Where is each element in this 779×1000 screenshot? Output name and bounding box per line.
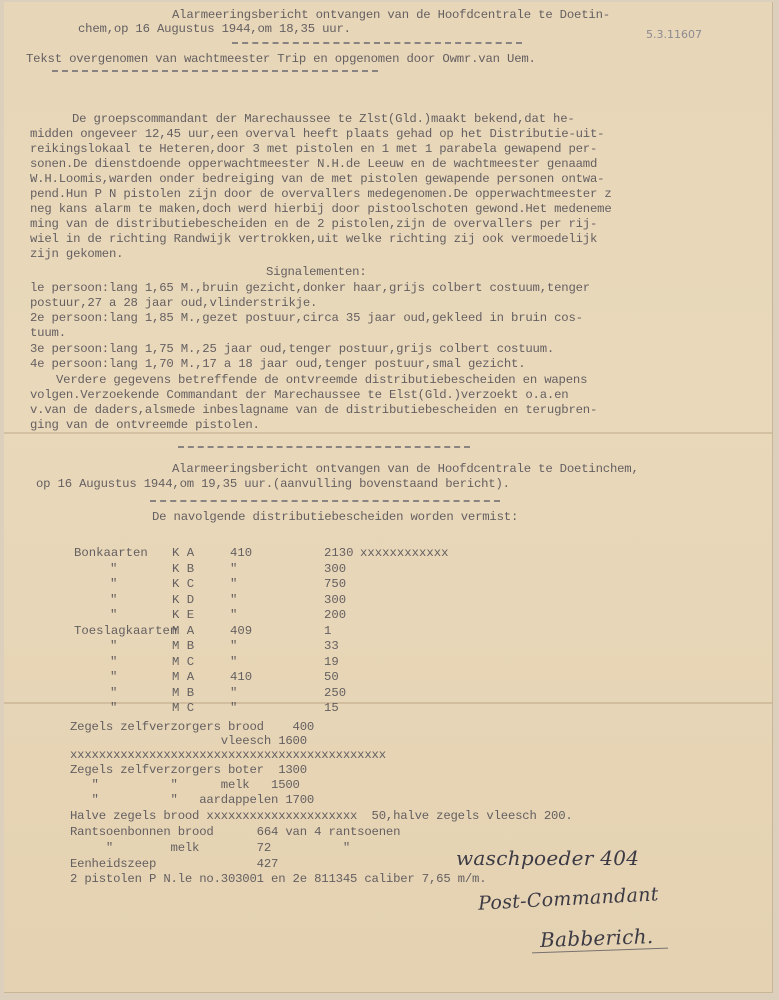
table-cell-qty: 50: [324, 670, 339, 684]
second-header-rule: [150, 500, 500, 502]
table-cell-code: K E: [172, 608, 195, 622]
table-cell-extra: xxxxxxxxxxxx: [360, 546, 449, 560]
table-cell-serie: ": [230, 685, 238, 700]
table-cell-serie: ": [230, 561, 238, 576]
signalementen-title: Signalementen:: [266, 265, 367, 279]
table-cell-code: M C: [172, 654, 195, 669]
zegels-line: vleesch 1600: [70, 734, 307, 748]
table-cell-label: ": [110, 577, 118, 591]
signalement-line: 2e persoon:lang 1,85 M.,gezet postuur,circa 35 jaar oud,gekleed in bruin cos-: [30, 311, 583, 325]
table-cell-qty: 1: [324, 623, 332, 638]
table-cell-code: K A: [172, 546, 195, 560]
signature-name: Babberich.: [539, 924, 654, 952]
table-cell-serie: ": [230, 639, 238, 653]
table-cell-code: K D: [172, 592, 195, 607]
table-cell-serie: 410: [230, 546, 253, 560]
zegels-line: " " aardappelen 1700: [70, 793, 315, 807]
table-cell-code: M B: [172, 685, 195, 700]
body-line: W.H.Loomis,warden onder bedreiging van de met pistolen gewapende personen ontwa-: [30, 172, 605, 186]
body-line: reikingslokaal te Heteren,door 3 met pistolen en 1 met 1 parabela gewapend per-: [30, 142, 598, 156]
body-line: sonen.De dienstdoende opperwachtmeester N.H.de Leeuw en de wachtmeester genaamd: [30, 157, 598, 171]
table-cell-qty: 300: [324, 561, 347, 576]
signalement-line: tuum.: [30, 326, 66, 340]
table-cell-qty: 2130: [324, 546, 354, 560]
signalement-line: 4e persoon:lang 1,70 M.,17 a 18 jaar oud,tenger postuur,smal gezicht.: [30, 357, 526, 371]
closing-line: Verdere gegevens betreffende de ontvreemde distributiebescheiden en wapens: [56, 373, 588, 387]
strikethrough-line: xxxxxxxxxxxxxxxxxxxxxxxxxxxxxxxxxxxxxxxxxxxx: [70, 748, 386, 762]
zegels-line: Halve zegels brood xxxxxxxxxxxxxxxxxxxxx 50,halve zegels vleesch 200.: [70, 809, 573, 823]
table-cell-label: ": [110, 701, 118, 715]
table-cell-serie: ": [230, 701, 238, 715]
table-cell-label: ": [110, 561, 118, 576]
table-cell-serie: ": [230, 654, 238, 669]
table-cell-qty: 750: [324, 577, 347, 591]
zegels-line: " melk 72 ": [70, 841, 350, 855]
table-cell-code: K C: [172, 577, 195, 591]
table-cell-code: K B: [172, 561, 195, 576]
table-cell-serie: ": [230, 577, 238, 591]
signalement-line: postuur,27 a 28 jaar oud,vlinderstrikje.: [30, 296, 318, 310]
table-cell-code: M C: [172, 701, 195, 715]
table-cell-code: M A: [172, 623, 195, 638]
table-cell-label: ": [110, 670, 118, 684]
table-cell-label: ": [110, 592, 118, 607]
body-line: midden ongeveer 12,45 uur,een overval heeft plaats gehad op het Distributie-uit-: [30, 127, 605, 141]
table-cell-serie: ": [230, 608, 238, 622]
table-cell-label: Toeslagkaarten: [74, 623, 178, 638]
body-line: zijn gekomen.: [30, 247, 124, 261]
table-cell-label: ": [110, 608, 118, 622]
section-rule: [178, 446, 470, 448]
table-cell-serie: ": [230, 592, 238, 607]
missing-intro: De navolgende distributiebescheiden worden vermist:: [152, 510, 519, 524]
table-cell-qty: 15: [324, 701, 339, 715]
closing-line: ging van de ontvreemde pistolen.: [30, 418, 260, 432]
table-cell-serie: 410: [230, 670, 253, 684]
paper-fold: [4, 702, 772, 704]
zegels-line: Zegels zelfverzorgers boter 1300: [70, 763, 307, 777]
header-rule: [232, 42, 522, 44]
table-cell-label: ": [110, 654, 118, 669]
zegels-line: 2 pistolen P N.le no.303001 en 2e 811345 caliber 7,65 m/m.: [70, 872, 487, 886]
body-line: ming van de distributiebescheiden en de 2 pistolen,zijn de overvallers per rij-: [30, 217, 598, 231]
table-cell-serie: 409: [230, 623, 253, 638]
transcriber-line: Tekst overgenomen van wachtmeester Trip en opgenomen door Owmr.van Uem.: [26, 52, 536, 66]
transcriber-underline: [52, 70, 378, 72]
header-line-1: Alarmeeringsbericht ontvangen van de Hoofdcentrale te Doetin-: [172, 8, 610, 22]
table-cell-code: M A: [172, 670, 195, 684]
table-cell-label: ": [110, 639, 118, 653]
signalement-line: 3e persoon:lang 1,75 M.,25 jaar oud,tenger postuur,grijs colbert costuum.: [30, 342, 555, 356]
table-cell-qty: 300: [324, 592, 347, 607]
body-line: wiel in de richting Randwijk vertrokken,uit welke richting zij ook vermoedelijk: [30, 232, 598, 246]
zegels-line: Eenheidszeep 427: [70, 857, 279, 871]
zegels-line: Rantsoenbonnen brood 664 van 4 rantsoenen: [70, 825, 401, 839]
closing-line: volgen.Verzoekende Commandant der Marechaussee te Elst(Gld.)verzoekt o.a.en: [30, 388, 569, 402]
zegels-line: Zegels zelfverzorgers brood 400: [70, 720, 315, 734]
body-line: pend.Hun P N pistolen zijn door de overvallers medegenomen.De opperwachtmeester z: [30, 187, 612, 201]
body-line: De groepscommandant der Marechaussee te Zlst(Gld.)maakt bekend,dat he-: [72, 112, 575, 126]
table-cell-code: M B: [172, 639, 195, 653]
archive-reference-number: 5.3.11607: [646, 28, 702, 41]
table-cell-label: ": [110, 685, 118, 700]
table-cell-qty: 19: [324, 654, 339, 669]
zegels-line: " " melk 1500: [70, 778, 300, 792]
signalement-line: le persoon:lang 1,65 M.,bruin gezicht,donker haar,grijs colbert costuum,tenger: [30, 281, 590, 295]
body-line: neg kans alarm te maken,doch werd hierbij door pistoolschoten gewond.Het medeneme: [30, 202, 612, 216]
signature-title: Post-Commandant: [477, 883, 660, 915]
table-cell-qty: 33: [324, 639, 339, 653]
closing-line: v.van de daders,alsmede inbeslagname van de distributiebescheiden en terugbren-: [30, 403, 598, 417]
handwritten-note: waschpoeder 404: [456, 846, 640, 870]
header-line-2: chem,op 16 Augustus 1944,om 18,35 uur.: [78, 22, 351, 36]
table-cell-qty: 250: [324, 685, 347, 700]
table-cell-label: Bonkaarten: [74, 546, 148, 560]
second-header-line-1: Alarmeeringsbericht ontvangen van de Hoofdcentrale te Doetinchem,: [172, 462, 639, 476]
second-header-line-2: op 16 Augustus 1944,om 19,35 uur.(aanvulling bovenstaand bericht).: [36, 477, 510, 491]
table-cell-qty: 200: [324, 608, 347, 622]
